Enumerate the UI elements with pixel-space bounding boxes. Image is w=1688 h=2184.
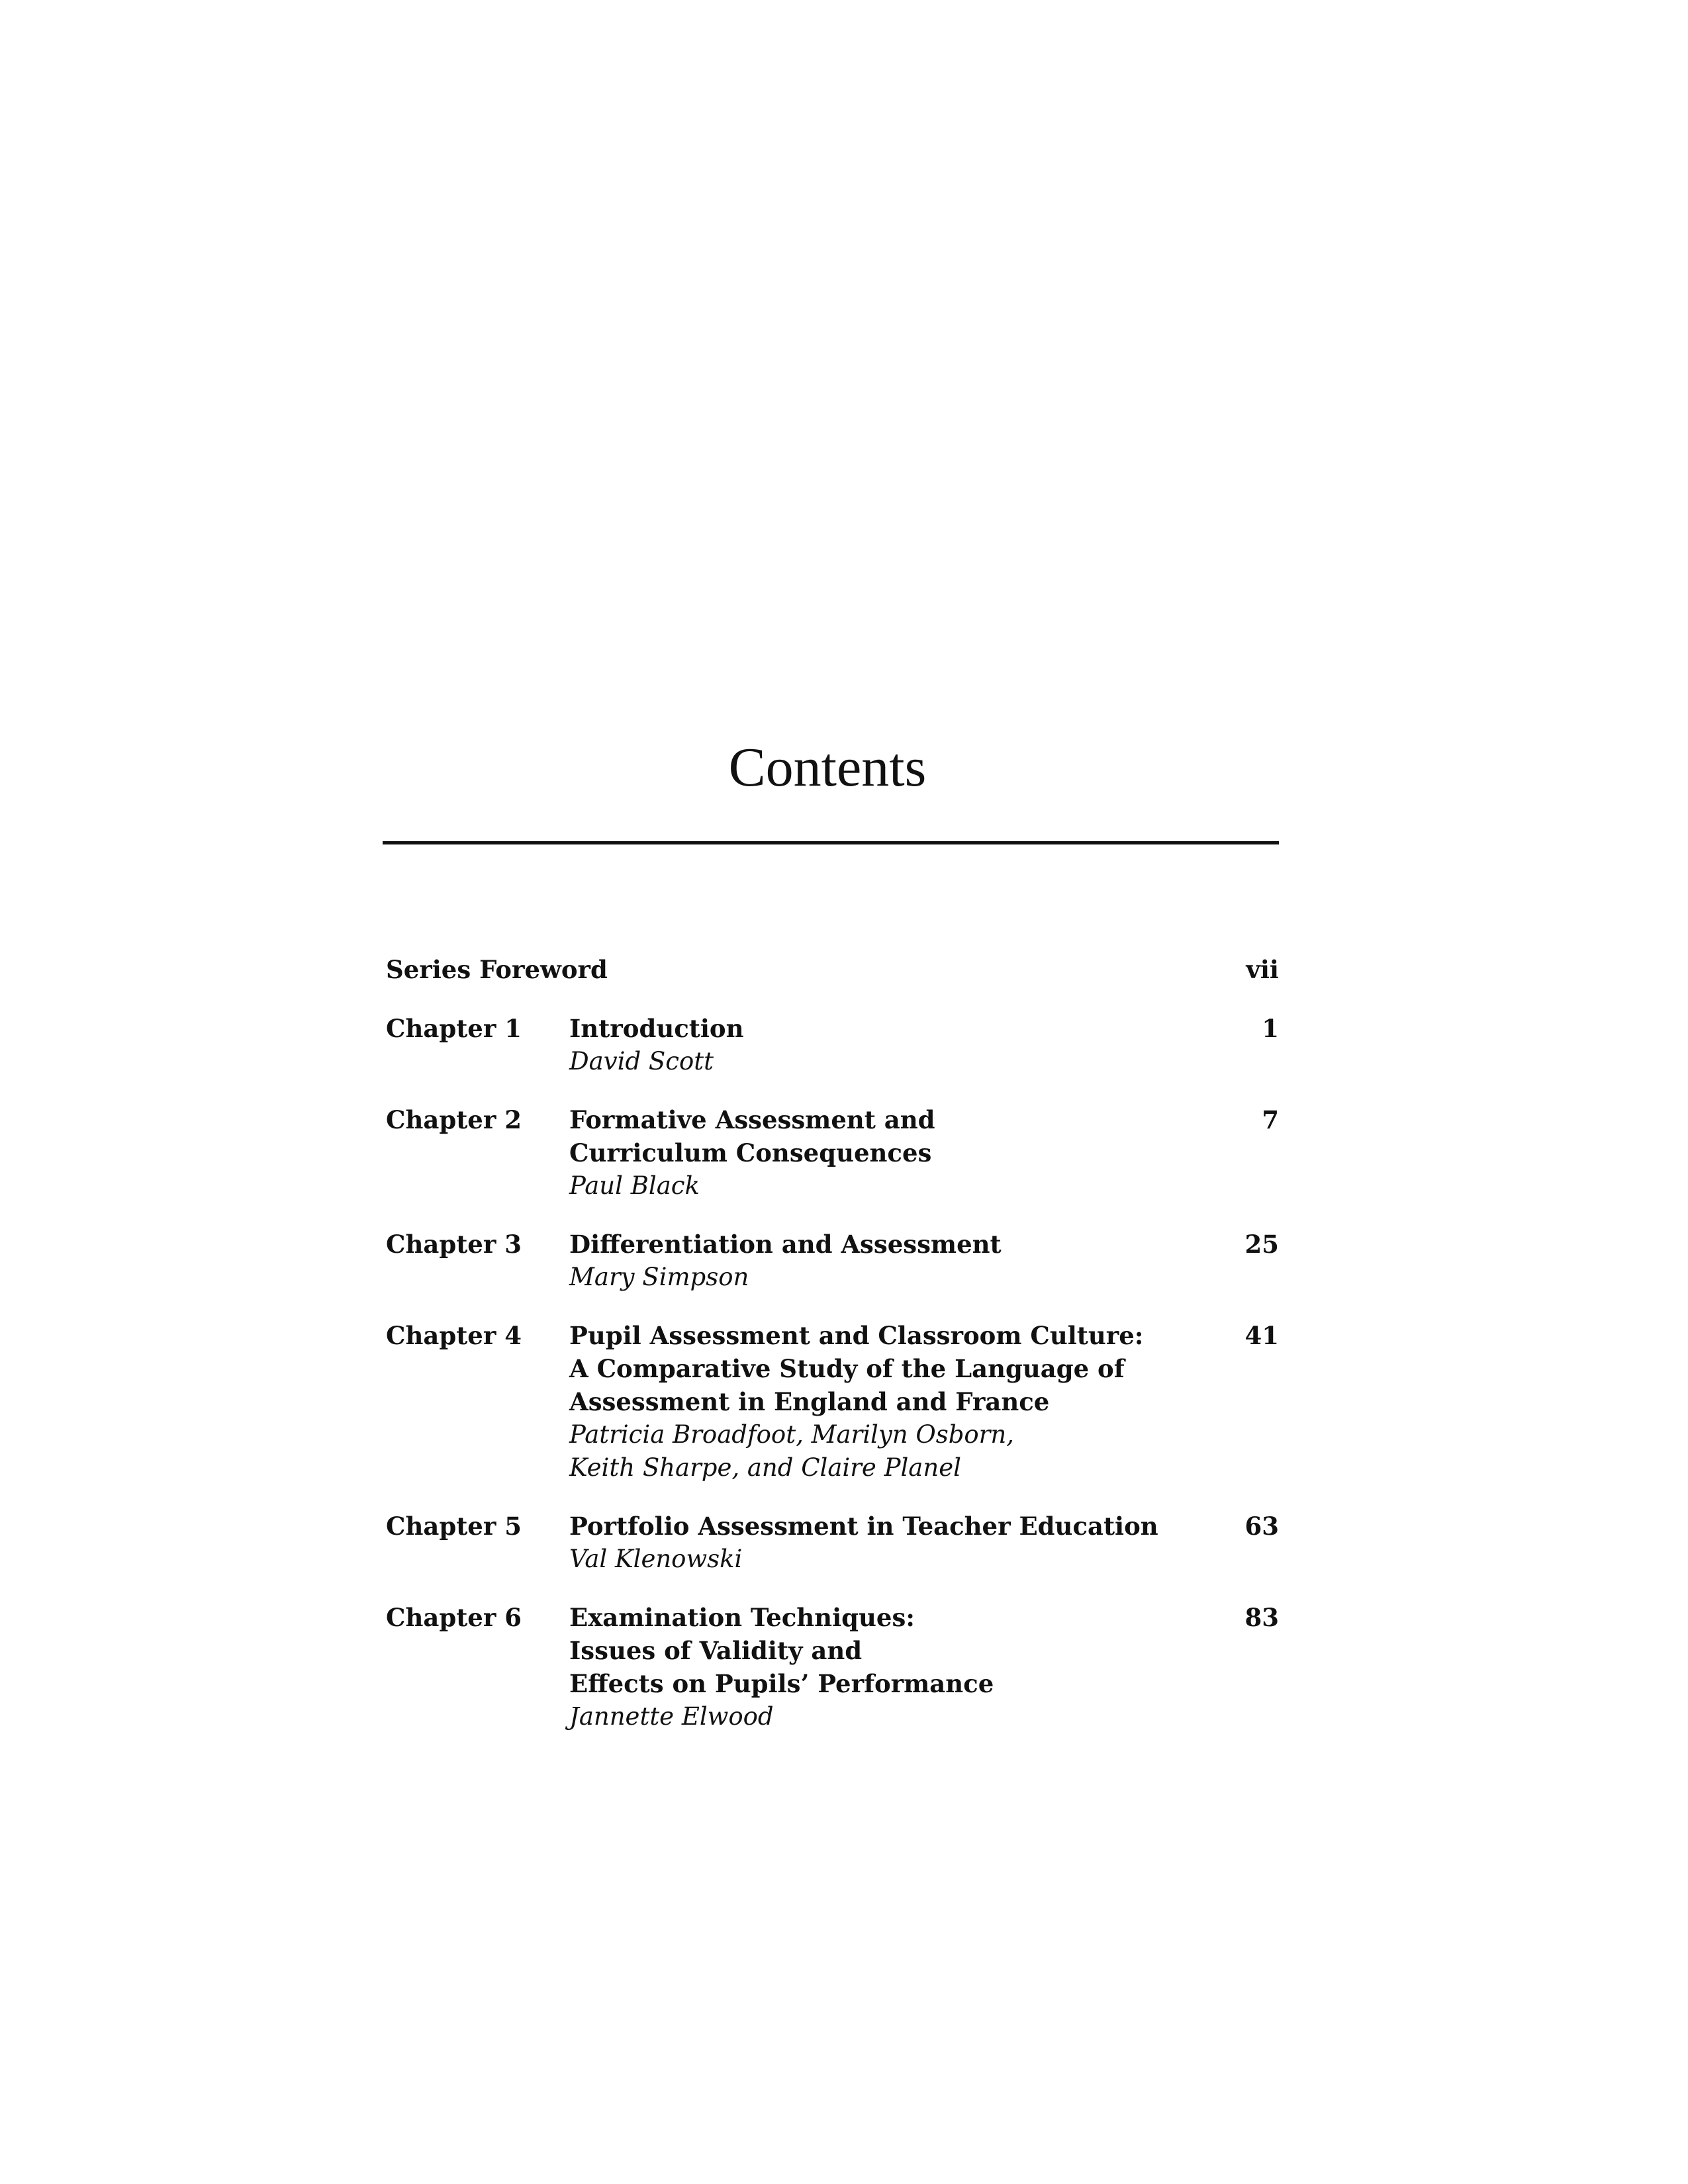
chapter-details <box>569 1012 1192 1078</box>
chapter-author-line: Keith Sharpe, and Claire Planel <box>569 1453 961 1482</box>
chapter-author-line: David Scott <box>569 1047 714 1075</box>
chapter-author-line: Patricia Broadfoot, Marilyn Osborn, <box>569 1420 1014 1449</box>
toc-entry-chapter-3[interactable] <box>386 1228 1279 1294</box>
toc-entry-chapter-1[interactable] <box>386 1012 1279 1078</box>
chapter-page-number: 63 <box>1244 1512 1279 1541</box>
chapter-page-number: 7 <box>1262 1105 1279 1134</box>
chapter-title-line: Issues of Validity and <box>569 1636 863 1665</box>
foreword-page-number: vii <box>1246 955 1279 984</box>
table-of-contents <box>386 953 1279 1758</box>
chapter-title-line: Formative Assessment and <box>569 1105 935 1134</box>
chapter-author-line: Val Klenowski <box>569 1545 743 1573</box>
chapter-title-line: Examination Techniques: <box>569 1603 915 1632</box>
chapter-page-number: 1 <box>1262 1014 1279 1043</box>
foreword-label: Series Foreword <box>386 955 608 984</box>
toc-entry-chapter-6[interactable] <box>386 1601 1279 1733</box>
chapter-details <box>569 1510 1192 1576</box>
page-title: Contents <box>728 737 927 798</box>
chapter-details <box>569 1228 1192 1294</box>
toc-entry-series-foreword[interactable] <box>386 953 1279 987</box>
chapter-title-line: Curriculum Consequences <box>569 1138 932 1167</box>
toc-entry-chapter-2[interactable] <box>386 1103 1279 1203</box>
chapter-page-number: 41 <box>1244 1321 1279 1350</box>
chapter-title-line: Differentiation and Assessment <box>569 1230 1002 1259</box>
chapter-list <box>386 1012 1279 1733</box>
chapter-details <box>569 1601 1192 1733</box>
chapter-author-line: Mary Simpson <box>569 1263 749 1291</box>
chapter-details <box>569 1103 1192 1203</box>
chapter-label: Chapter 6 <box>386 1603 522 1632</box>
title-divider <box>383 841 1279 844</box>
chapter-title-line: Assessment in England and France <box>569 1387 1050 1416</box>
toc-entry-chapter-5[interactable] <box>386 1510 1279 1576</box>
chapter-author-line: Jannette Elwood <box>569 1702 774 1731</box>
chapter-page-number: 25 <box>1244 1230 1279 1259</box>
chapter-label: Chapter 4 <box>386 1321 522 1350</box>
chapter-title-line: Portfolio Assessment in Teacher Education <box>569 1512 1158 1541</box>
chapter-details <box>569 1319 1192 1484</box>
chapter-title-line: Effects on Pupils’ Performance <box>569 1669 994 1698</box>
chapter-title-line: Pupil Assessment and Classroom Culture: <box>569 1321 1144 1350</box>
chapter-page-number: 83 <box>1244 1603 1279 1632</box>
chapter-label: Chapter 1 <box>386 1014 522 1043</box>
chapter-title-line: Introduction <box>569 1014 744 1043</box>
chapter-title-line: A Comparative Study of the Language of <box>569 1354 1125 1383</box>
chapter-author-line: Paul Black <box>569 1171 700 1200</box>
chapter-label: Chapter 2 <box>386 1105 522 1134</box>
toc-entry-chapter-4[interactable] <box>386 1319 1279 1484</box>
chapter-label: Chapter 5 <box>386 1512 522 1541</box>
chapter-label: Chapter 3 <box>386 1230 522 1259</box>
